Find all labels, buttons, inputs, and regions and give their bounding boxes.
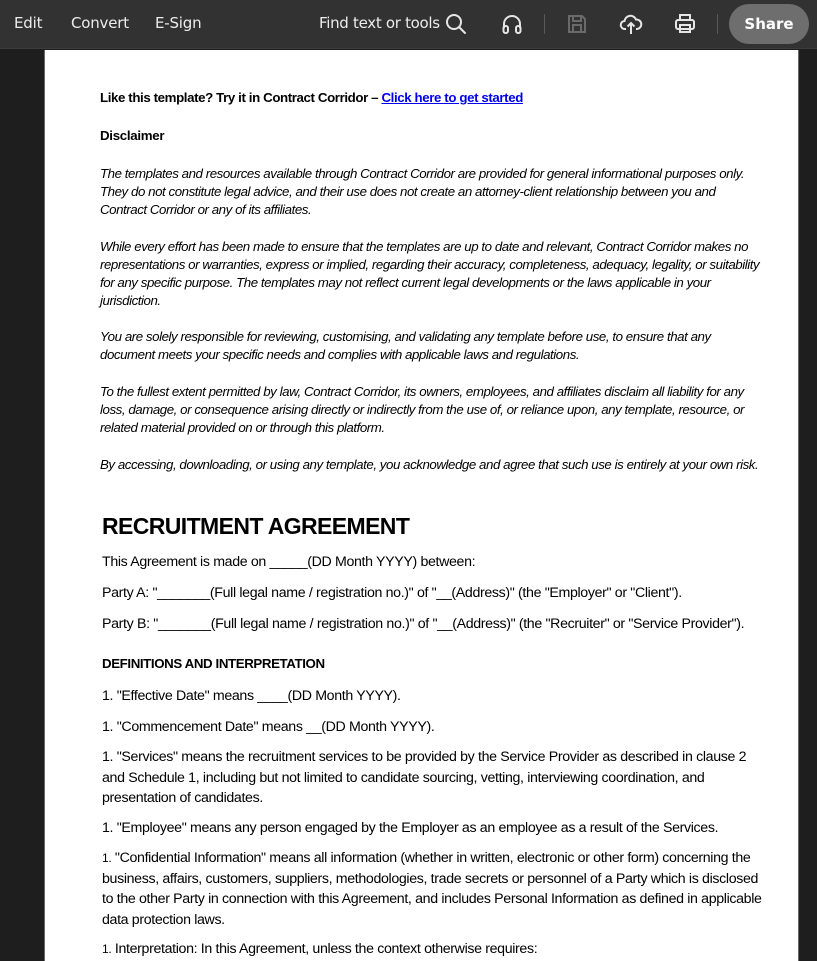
search-icon[interactable] xyxy=(444,12,468,36)
promo-line xyxy=(100,90,523,105)
definition-item xyxy=(102,939,762,960)
definition-number: 1. xyxy=(102,851,112,865)
definition-text: "Employee" means any person engaged by the Employer as an employee as a result of the Services. xyxy=(116,820,719,836)
top-toolbar xyxy=(0,0,817,49)
definition-text: Interpretation: In this Agreement, unless the context otherwise requires: xyxy=(114,941,538,957)
disclaimer-paragraph: By accessing, downloading, or using any template, you acknowledge and agree that such use is entirely at your own risk. xyxy=(100,457,759,472)
document-viewer[interactable] xyxy=(0,50,817,961)
definition-text: "Services" means the recruitment services to be provided by the Service Provider as described in clause 2 and Schedule 1, including but not limited to candidate sourcing, vetting, interviewing coordination, and presentation of candidates. xyxy=(102,749,747,806)
definition-item xyxy=(102,818,762,839)
disclaimer-heading: Disclaimer xyxy=(100,128,165,143)
definition-item xyxy=(102,717,762,738)
share-button[interactable]: Share xyxy=(729,4,809,44)
headphones-icon[interactable] xyxy=(500,12,524,36)
definition-item xyxy=(102,848,762,930)
save-icon[interactable] xyxy=(565,12,589,36)
definition-number: 1. xyxy=(102,749,114,765)
party-b: Party B: "_______(Full legal name / registration no.)" of "__(Address)" (the "Recruiter" or "Service Provider"). xyxy=(102,616,745,632)
disclaimer-paragraph: While every effort has been made to ensure that the templates are up to date and relevant, Contract Corridor makes no representations or warranties, express or implied, regarding their accuracy, completeness, adequacy, legality, or suitability for any specific purpose. The templates may not reflect current legal developments or the laws applicable in your jurisdiction. xyxy=(100,239,760,308)
print-icon[interactable] xyxy=(673,12,697,36)
definition-text: "Confidential Information" means all information (whether in written, electronic or other form) concerning the business, affairs, customers, suppliers, methodologies, trade secrets or personnel of a Party which is disclosed to the other Party in connection with this Agreement, and includes Personal Information as defined in applicable data protection laws. xyxy=(102,850,762,928)
definition-number: 1. xyxy=(102,719,114,735)
definition-number: 1. xyxy=(102,820,114,836)
party-a: Party A: "_______(Full legal name / registration no.)" of "__(Address)" (the "Employer" or "Client"). xyxy=(102,585,682,601)
menu-convert[interactable]: Convert xyxy=(71,14,129,32)
cloud-upload-icon[interactable] xyxy=(619,12,643,36)
definition-number: 1. xyxy=(102,688,114,704)
definitions-heading: DEFINITIONS AND INTERPRETATION xyxy=(102,656,325,671)
get-started-link[interactable]: Click here to get started xyxy=(381,90,523,105)
document-page xyxy=(44,50,799,961)
menu-edit[interactable]: Edit xyxy=(14,14,43,32)
document-title: RECRUITMENT AGREEMENT xyxy=(102,513,410,539)
find-tools-label[interactable]: Find text or tools xyxy=(319,14,440,32)
disclaimer-paragraph: The templates and resources available through Contract Corridor are provided for general informational purposes only. They do not constitute legal advice, and their use does not create an attorney-client relationship between you and Contract Corridor or any of its affiliates. xyxy=(100,166,745,217)
toolbar-divider xyxy=(544,14,545,34)
definition-text: "Commencement Date" means __(DD Month YYYY). xyxy=(116,719,435,735)
agreement-intro: This Agreement is made on _____(DD Month YYYY) between: xyxy=(102,554,476,570)
disclaimer-paragraph: You are solely responsible for reviewing, customising, and validating any template before use, to ensure that any document meets your specific needs and complies with applicable laws and regulations. xyxy=(100,329,711,362)
definition-text: "Effective Date" means ____(DD Month YYYY). xyxy=(116,688,401,704)
definition-number: 1. xyxy=(102,942,112,956)
disclaimer-paragraph: To the fullest extent permitted by law, Contract Corridor, its owners, employees, and affiliates disclaim all liability for any loss, damage, or consequence arising directly or indirectly from the use of, or reliance upon, any template, resource, or related material provided on or through this platform. xyxy=(100,384,744,435)
menu-esign[interactable]: E-Sign xyxy=(155,14,202,32)
definition-item xyxy=(102,747,762,809)
toolbar-divider xyxy=(717,14,718,34)
promo-text: Like this template? Try it in Contract Corridor – xyxy=(100,90,382,105)
definition-item xyxy=(102,686,762,707)
